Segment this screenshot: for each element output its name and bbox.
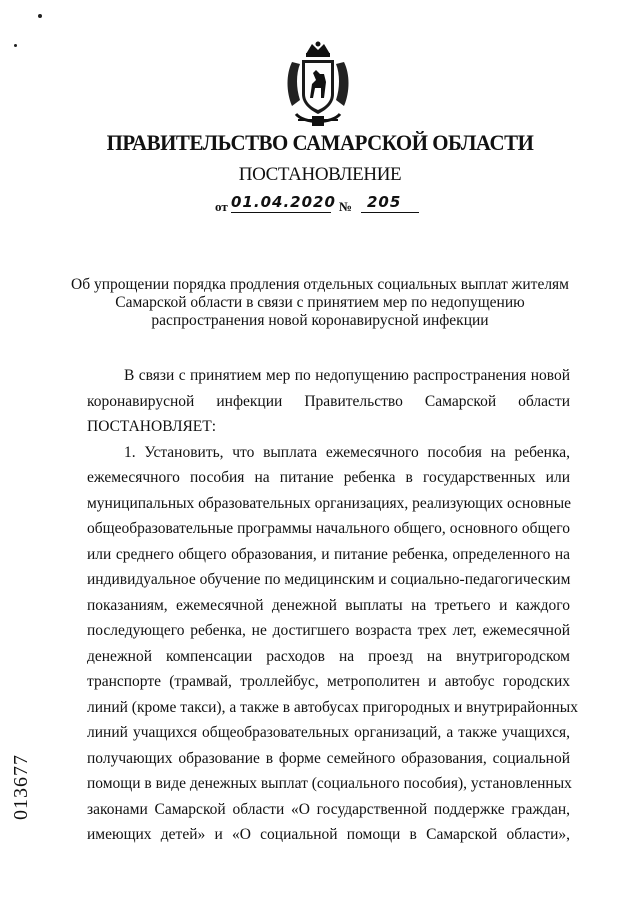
scan-speck (38, 14, 42, 18)
document-subject (60, 276, 580, 330)
body-line: муниципальных образовательных организациях, реализующих основные (87, 494, 571, 512)
date-prefix: от (215, 199, 228, 214)
margin-serial-number: 013677 (10, 754, 32, 820)
body-line: ежемесячного пособия на питание ребенка в государственных или (87, 469, 570, 486)
body-line: или среднего общего образования, и питание ребенка, определенного на (87, 545, 570, 563)
scan-speck (14, 44, 17, 47)
body-line: законами Самарской области «О государственной поддержке граждан, (87, 800, 570, 818)
body-line: показаниям, ежемесячной денежной выплаты на третьего и каждого (87, 596, 570, 614)
body-line: получающих образование в форме семейного образования, социальной (87, 749, 570, 767)
body-line: линий учащихся общеобразовательных организаций, а также учащихся, (87, 724, 570, 741)
body-line: общеобразовательные программы начального общего, основного общего (87, 520, 570, 537)
body-line: коронавирусной инфекции Правительство Самарской области (87, 392, 570, 410)
body-line: помощи в виде денежных выплат (социального пособия), установленных (87, 775, 572, 792)
body-line: В связи с принятием мер по недопущению распространения новой (124, 367, 570, 384)
body-line: денежной компенсации расходов на проезд на внутригородском (87, 647, 570, 665)
date-value: 01.04.2020 (231, 193, 336, 211)
coat-of-arms-emblem (282, 40, 354, 130)
document-body (87, 363, 578, 848)
body-line: линий (кроме такси), а также в автобусах пригородных и внутрирайонных (87, 698, 578, 716)
government-title: ПРАВИТЕЛЬСТВО САМАРСКОЙ ОБЛАСТИ (106, 130, 534, 155)
number-underline (361, 212, 419, 213)
subject-line: Об упрощении порядка продления отдельных социальных выплат жителям (71, 276, 569, 293)
body-line: имеющих детей» и «О социальной помощи в Самарской области», (87, 826, 570, 843)
body-line: ПОСТАНОВЛЯЕТ: (87, 418, 217, 435)
number-value: 205 (367, 193, 402, 211)
body-line: транспорте (трамвай, троллейбус, метрополитен и автобус городских (87, 673, 570, 690)
date-number-line (215, 193, 435, 217)
date-underline (231, 212, 331, 213)
subject-line: Самарской области в связи с принятием мер по недопущению (115, 294, 525, 311)
subject-line: распространения новой коронавирусной инфекции (151, 312, 489, 329)
number-prefix: № (339, 199, 353, 214)
document-type: ПОСТАНОВЛЕНИЕ (238, 164, 402, 185)
body-line: последующего ребенка, не достигшего возраста трех лет, ежемесячной (87, 622, 570, 639)
body-line: 1. Установить, что выплата ежемесячного пособия на ребенка, (124, 443, 570, 461)
body-line: индивидуальное обучение по медицинским и социально-педагогическим (87, 571, 571, 588)
